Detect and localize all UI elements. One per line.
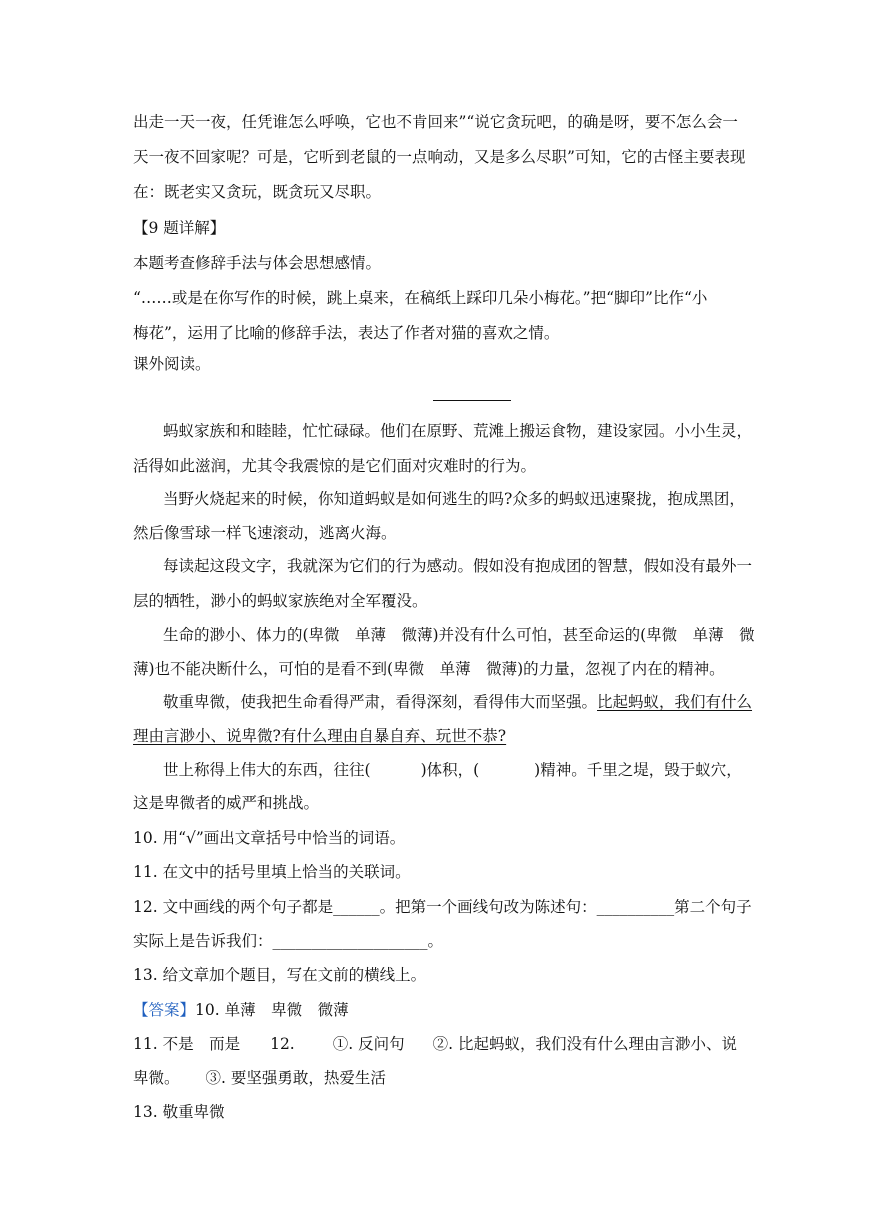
answer-line: [133, 1067, 386, 1089]
passage-line: 这是卑微者的威严和挑战。: [133, 794, 320, 812]
passage-line: 薄)也不能决断什么，可怕的是看不到(卑微 单薄 微薄)的力量，忽视了内在的精神。: [133, 660, 725, 678]
section-label: 课外阅读。: [133, 355, 211, 373]
underlined-sentence: 理由言渺小、说卑微?有什么理由自暴自弃、玩世不恭?: [133, 727, 507, 745]
passage-text: )体积，(: [420, 761, 480, 779]
passage-line: [163, 691, 752, 713]
answer-12-part2-cont: 卑微。: [133, 1069, 180, 1087]
passage-line: 然后像雪球一样飞速滚动，逃离火海。: [133, 524, 397, 542]
underlined-sentence: 比起蚂蚁，我们有什么: [597, 693, 753, 711]
text-line: 本题考查修辞手法与体会思想感情。: [133, 254, 382, 272]
passage-line: 活得如此滋润，尤其令我震惊的是它们面对灾难时的行为。: [133, 457, 537, 475]
answer-10: 10. 单薄 卑微 微薄: [195, 1001, 349, 1019]
question-11: 11. 在文中的括号里填上恰当的关联词。: [133, 863, 411, 881]
text-line: 在：既老实又贪玩，既贪玩又尽职。: [133, 183, 382, 201]
answer-11: 11. 不是 而是: [133, 1035, 241, 1053]
passage-line: 每读起这段文字，我就深为它们的行为感动。假如没有抱成团的智慧，假如没有最外一: [163, 557, 753, 575]
passage-line: 蚂蚁家族和和睦睦，忙忙碌碌。他们在原野、荒滩上搬运食物，建设家园。小小生灵，: [163, 422, 753, 440]
answer-12-part1: ①. 反问句: [332, 1035, 405, 1053]
answer-tag: 【答案】: [133, 1001, 196, 1019]
section-heading-q9: 【9 题详解】: [133, 219, 226, 237]
answer-line: [133, 999, 349, 1021]
passage-line: 当野火烧起来的时候，你知道蚂蚁是如何逃生的吗?众多的蚂蚁迅速聚拢，抱成黑团，: [163, 490, 745, 508]
answer-12-number: 12.: [270, 1035, 295, 1053]
title-blank-line: [433, 400, 511, 401]
text-line: “……或是在你写作的时候，跳上桌来，在稿纸上踩印几朵小梅花。”把“脚印”比作“小: [133, 289, 708, 307]
answer-line: [133, 1033, 737, 1055]
text-line: 天一夜不回家呢？可是，它听到老鼠的一点响动，又是多么尽职”可知，它的古怪主要表现: [133, 148, 746, 166]
passage-text: )精神。千里之堤，毁于蚁穴，: [534, 761, 742, 779]
question-13: 13. 给文章加个题目，写在文前的横线上。: [133, 966, 427, 984]
passage-text: 敬重卑微，使我把生命看得严肃，看得深刻，看得伟大而坚强。: [163, 693, 598, 711]
question-12: 12. 文中画线的两个句子都是______。把第一个画线句改为陈述句：__________第二个句子: [133, 898, 752, 916]
answer-12-part2: ②. 比起蚂蚁，我们没有什么理由言渺小、说: [432, 1035, 737, 1053]
passage-line: [163, 759, 742, 781]
question-12-cont: 实际上是告诉我们：____________________。: [133, 932, 444, 950]
passage-text: 世上称得上伟大的东西，往往(: [163, 761, 371, 779]
text-line: 梅花”，运用了比喻的修辞手法，表达了作者对猫的喜欢之情。: [133, 324, 560, 342]
passage-line: 生命的渺小、体力的(卑微 单薄 微薄)并没有什么可怕，甚至命运的(卑微 单薄 微: [163, 626, 755, 644]
passage-line: 层的牺牲，渺小的蚂蚁家族绝对全军覆没。: [133, 592, 428, 610]
passage-line: [133, 725, 506, 747]
answer-12-part3: ③. 要坚强勇敢，热爱生活: [205, 1069, 386, 1087]
question-10: 10. 用“√”画出文章括号中恰当的词语。: [133, 829, 406, 847]
answer-13: 13. 敬重卑微: [133, 1103, 225, 1121]
text-line: 出走一天一夜，任凭谁怎么呼唤，它也不肯回来”“说它贪玩吧，的确是呀，要不怎么会一: [133, 113, 738, 131]
